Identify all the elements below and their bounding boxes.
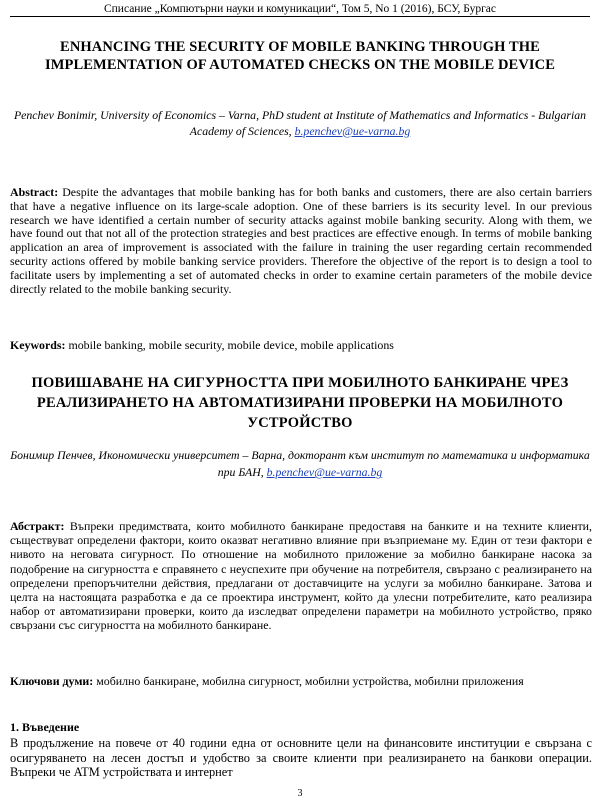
bulgarian-abstract — [10, 519, 592, 633]
english-keywords-text: mobile banking, mobile security, mobile device, mobile applications — [65, 338, 394, 352]
english-abstract-label: Abstract: — [10, 185, 59, 199]
bulgarian-keywords-text: мобилно банкиране, мобилна сигурност, мобилни устройства, мобилни приложения — [93, 674, 524, 688]
english-author-line — [10, 108, 590, 139]
english-abstract-text: Despite the advantages that mobile banking has for both banks and customers, there are also certain barriers that have a negative influence on its large-scale adoption. One of these barriers is its security level. In our previous research we have identified a certain number of security attacks against mobile banking security. Along with them, we have found out that not all of the protection strategies and best practices are effective enough. In terms of mobile banking application an area of improvement is associated with the failure in training the user regarding certain recommended security actions offered by mobile banking service providers. Therefore the objective of the report is to design a tool to facilitate users by implementing a set of automated checks in order to examine certain parameters of the mobile device directly related to the mobile banking security. — [10, 185, 592, 296]
english-title: ENHANCING THE SECURITY OF MOBILE BANKING THROUGH THE IMPLEMENTATION OF AUTOMATED CHECKS ON THE MOBILE DEVICE — [45, 39, 555, 73]
bulgarian-abstract-text: Въпреки предимствата, които мобилното банкиране предоставя на банките и на техните клиенти, съществуват определени фактори, които оказват негативно влияние при възприемане му. Един от тези фактори е нивото на неговата сигурност. По отношение на мобилното приложение за мобилно банкиране насока за подобрение на сигурността е справянето с неуспехите при обучение на потребителя, свързано с реализирането на определени препоръчителни действия, предлагани от доставчиците на услуги за мобилно банкиране. Затова и целта на настоящата разработка е да се проектира инструмент, който да улесни потребителите, като реализира набор от автоматизирани проверки, които да изследват определени параметри на мобилното устройство, пряко свързани със сигурността на мобилното банкиране. — [10, 519, 592, 633]
english-keywords — [10, 338, 592, 352]
bulgarian-abstract-label: Абстракт: — [10, 519, 65, 533]
english-author-text: Penchev Bonimir, University of Economics – Varna, PhD student at Institute of Mathematics and Informatics - Bulgarian Academy of Sciences, — [13, 108, 587, 138]
page-number: 3 — [297, 788, 303, 799]
introduction-paragraph: В продължение на повече от 40 години една от основните цели на финансовите институции е свързана с осигуряването на лесен достъп и удобство за своите клиенти при реализирането на банкови операции. Въпреки че ATM устройствата и интернет — [10, 736, 592, 779]
section-heading-introduction: 1. Въведение — [10, 720, 80, 734]
bulgarian-keywords-label: Ключови думи: — [10, 674, 94, 688]
running-header: Списание „Компютърни науки и комуникации“, Том 5, No 1 (2016), БСУ, Бургас — [103, 3, 496, 15]
english-author-email-link[interactable]: b.penchev@ue-varna.bg — [294, 123, 411, 138]
header-rule — [10, 16, 590, 17]
bulgarian-keywords — [10, 674, 592, 688]
english-keywords-label: Keywords: — [10, 338, 66, 352]
bulgarian-author-text: Бонимир Пенчев, Икономически университет – Варна, докторант към институт по математика и информатика при БАН, — [10, 448, 590, 479]
bulgarian-author-line — [10, 447, 590, 481]
english-abstract — [10, 186, 592, 296]
bulgarian-author-email-link[interactable]: b.penchev@ue-varna.bg — [266, 465, 383, 479]
bulgarian-title: ПОВИШАВАНЕ НА СИГУРНОСТТА ПРИ МОБИЛНОТО БАНКИРАНЕ ЧРЕЗ РЕАЛИЗИРАНЕТО НА АВТОМАТИЗИРАНИ ПРОВЕРКИ НА МОБИЛНОТО УСТРОЙСТВО — [31, 375, 569, 431]
